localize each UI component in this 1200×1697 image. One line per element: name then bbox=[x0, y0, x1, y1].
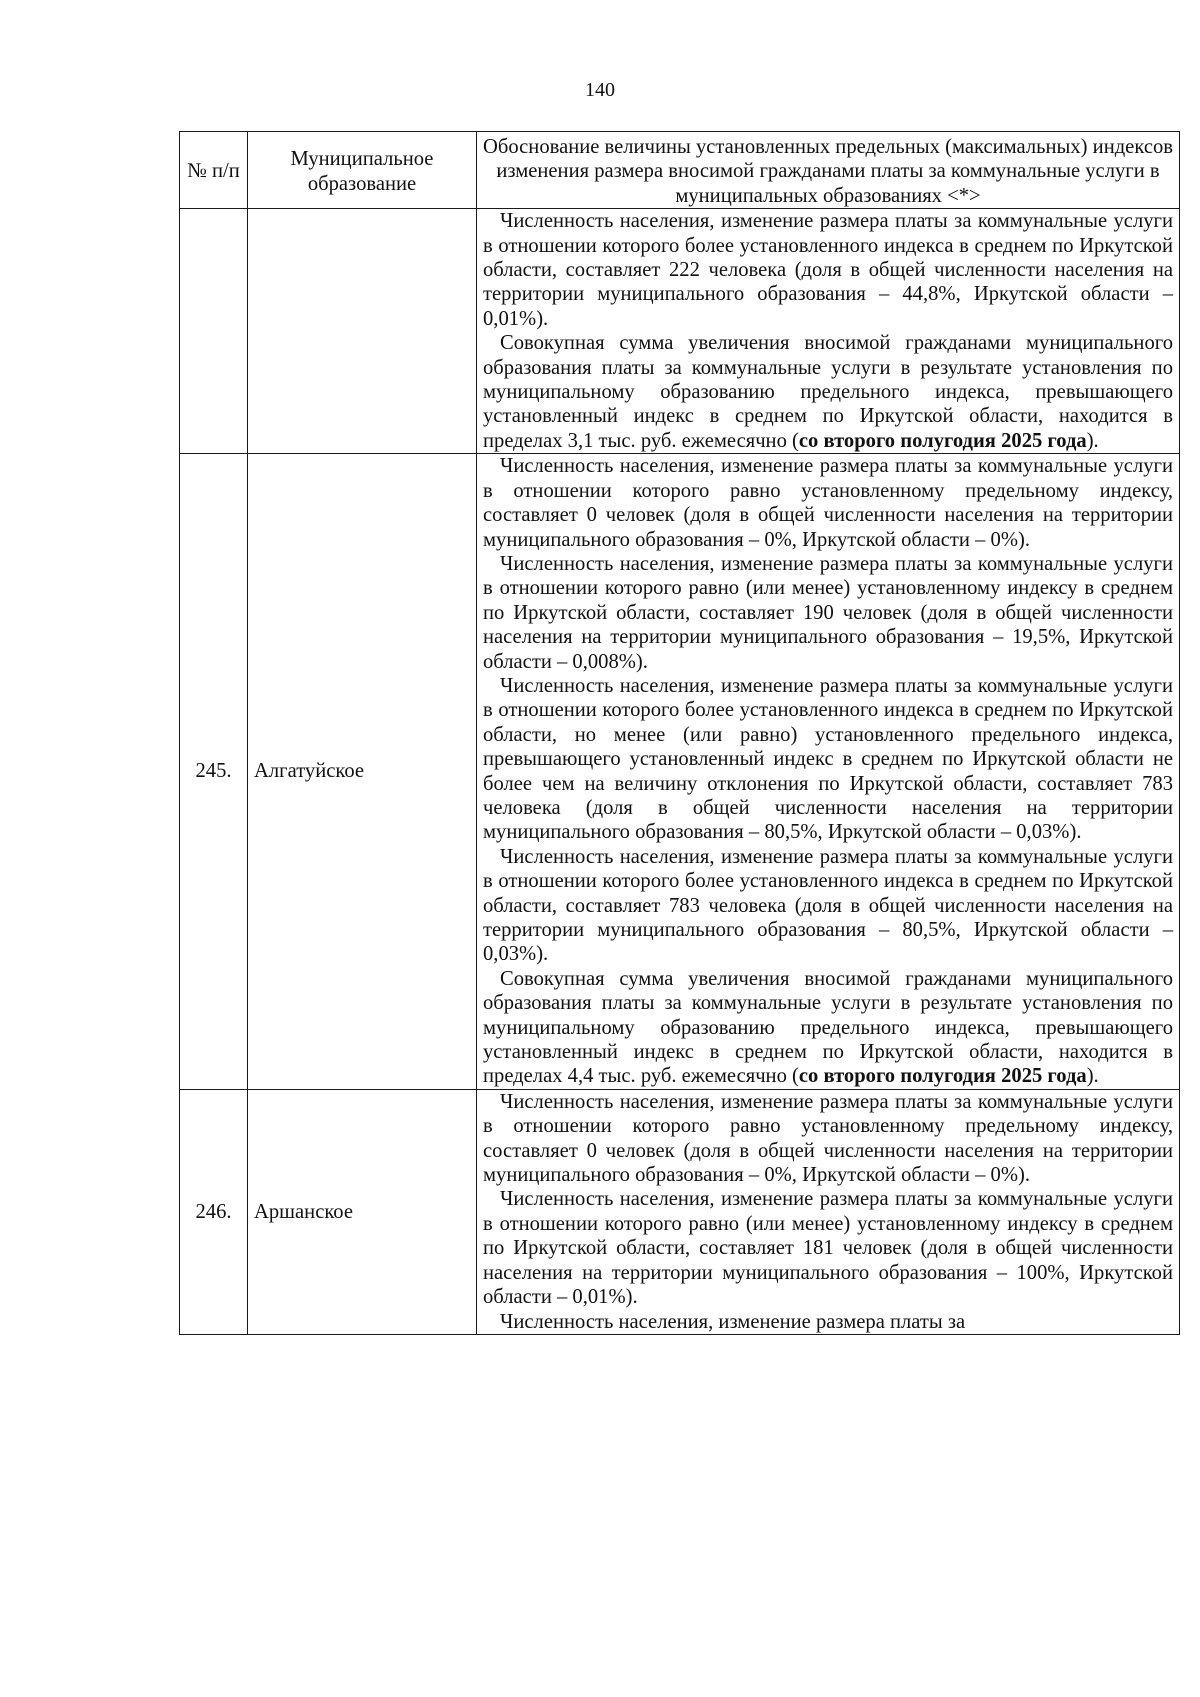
indices-table bbox=[179, 131, 1180, 1335]
page-number: 140 bbox=[585, 79, 615, 101]
paragraph-end: ). bbox=[1086, 429, 1099, 452]
justification-paragraph: Численность населения, изменение размера платы за коммунальные услуги в отношении которого равно (или менее) установленному индексу в среднем по Иркутской области, составляет 181 человек (доля в общей численности населения на территории муниципального образования – 100%, Иркутской области – 0,01%). bbox=[483, 1188, 1173, 1309]
paragraph-end: ). bbox=[1086, 1065, 1099, 1088]
row-number: 246. bbox=[180, 1089, 248, 1334]
justification-paragraph: Численность населения, изменение размера платы за bbox=[500, 1310, 966, 1333]
justification-cell bbox=[477, 1089, 1180, 1334]
municipality-name: Алгатуйское bbox=[248, 454, 477, 1090]
municipality-name bbox=[248, 209, 477, 454]
justification-paragraph: Численность населения, изменение размера платы за коммунальные услуги в отношении которого равно установленному предельному индексу, составляет 0 человек (доля в общей численности населения на территории муниципального образования – 0%, Иркутской области – 0%). bbox=[483, 1090, 1173, 1187]
bold-period: со второго полугодия 2025 года bbox=[798, 429, 1087, 452]
justification-paragraph bbox=[483, 967, 1173, 1089]
row-number: 245. bbox=[180, 454, 248, 1090]
justification-paragraph: Численность населения, изменение размера платы за коммунальные услуги в отношении которого более установленного индекса в среднем по Иркутской области, составляет 222 человека (доля в общей численности населения на территории муниципального образования – 44,8%, Иркутской области – 0,01%). bbox=[483, 210, 1173, 330]
justification-paragraph bbox=[483, 331, 1173, 453]
row-number bbox=[180, 209, 248, 454]
header-justification: Обоснование величины установленных предельных (максимальных) индексов изменения размера вносимой гражданами платы за коммунальные услуги в муниципальных образованиях <*> bbox=[477, 132, 1180, 209]
paragraph-text: Совокупная сумма увеличения вносимой гражданами муниципального образования платы за коммунальные услуги в результате установления по муниципальному образованию предельного индекса, превышающего установленный индекс в среднем по Иркутской области, находится в пределах 3,1 тыс. руб. ежемесячно ( bbox=[483, 332, 1173, 452]
table-row bbox=[180, 209, 1180, 454]
justification-cell bbox=[477, 209, 1180, 454]
table-header-row bbox=[180, 132, 1180, 209]
justification-paragraph: Численность населения, изменение размера платы за коммунальные услуги в отношении которого более установленного индекса в среднем по Иркутской области, составляет 783 человека (доля в общей численности населения на территории муниципального образования – 80,5%, Иркутской области – 0,03%). bbox=[483, 845, 1173, 966]
justification-paragraph: Численность населения, изменение размера платы за коммунальные услуги в отношении которого равно (или менее) установленному индексу в среднем по Иркутской области, составляет 190 человек (доля в общей численности населения на территории муниципального образования – 19,5%, Иркутской области – 0,008%). bbox=[483, 552, 1173, 673]
bold-period: со второго полугодия 2025 года bbox=[798, 1065, 1087, 1088]
justification-paragraph: Численность населения, изменение размера платы за коммунальные услуги в отношении которого равно установленному предельному индексу, составляет 0 человек (доля в общей численности населения на территории муниципального образования – 0%, Иркутской области – 0%). bbox=[483, 455, 1173, 551]
table-row bbox=[180, 454, 1180, 1090]
municipality-name: Аршанское bbox=[248, 1089, 477, 1334]
paragraph-text: Совокупная сумма увеличения вносимой гражданами муниципального образования платы за коммунальные услуги в результате установления по муниципальному образованию предельного индекса, превышающего установленный индекс в среднем по Иркутской области, находится в пределах 4,4 тыс. руб. ежемесячно ( bbox=[483, 967, 1173, 1088]
header-municipality: Муниципальное образование bbox=[248, 132, 477, 209]
table-row bbox=[180, 1089, 1180, 1334]
header-num: № п/п bbox=[180, 132, 248, 209]
justification-paragraph: Численность населения, изменение размера платы за коммунальные услуги в отношении которого более установленного индекса в среднем по Иркутской области, но менее (или равно) установленного предельного индекса, превышающего установленный индекс в среднем по Иркутской области не более чем на величину отклонения по Иркутской области, составляет 783 человека (доля в общей численности населения на территории муниципального образования – 80,5%, Иркутской области – 0,03%). bbox=[483, 674, 1173, 844]
justification-cell bbox=[477, 454, 1180, 1090]
